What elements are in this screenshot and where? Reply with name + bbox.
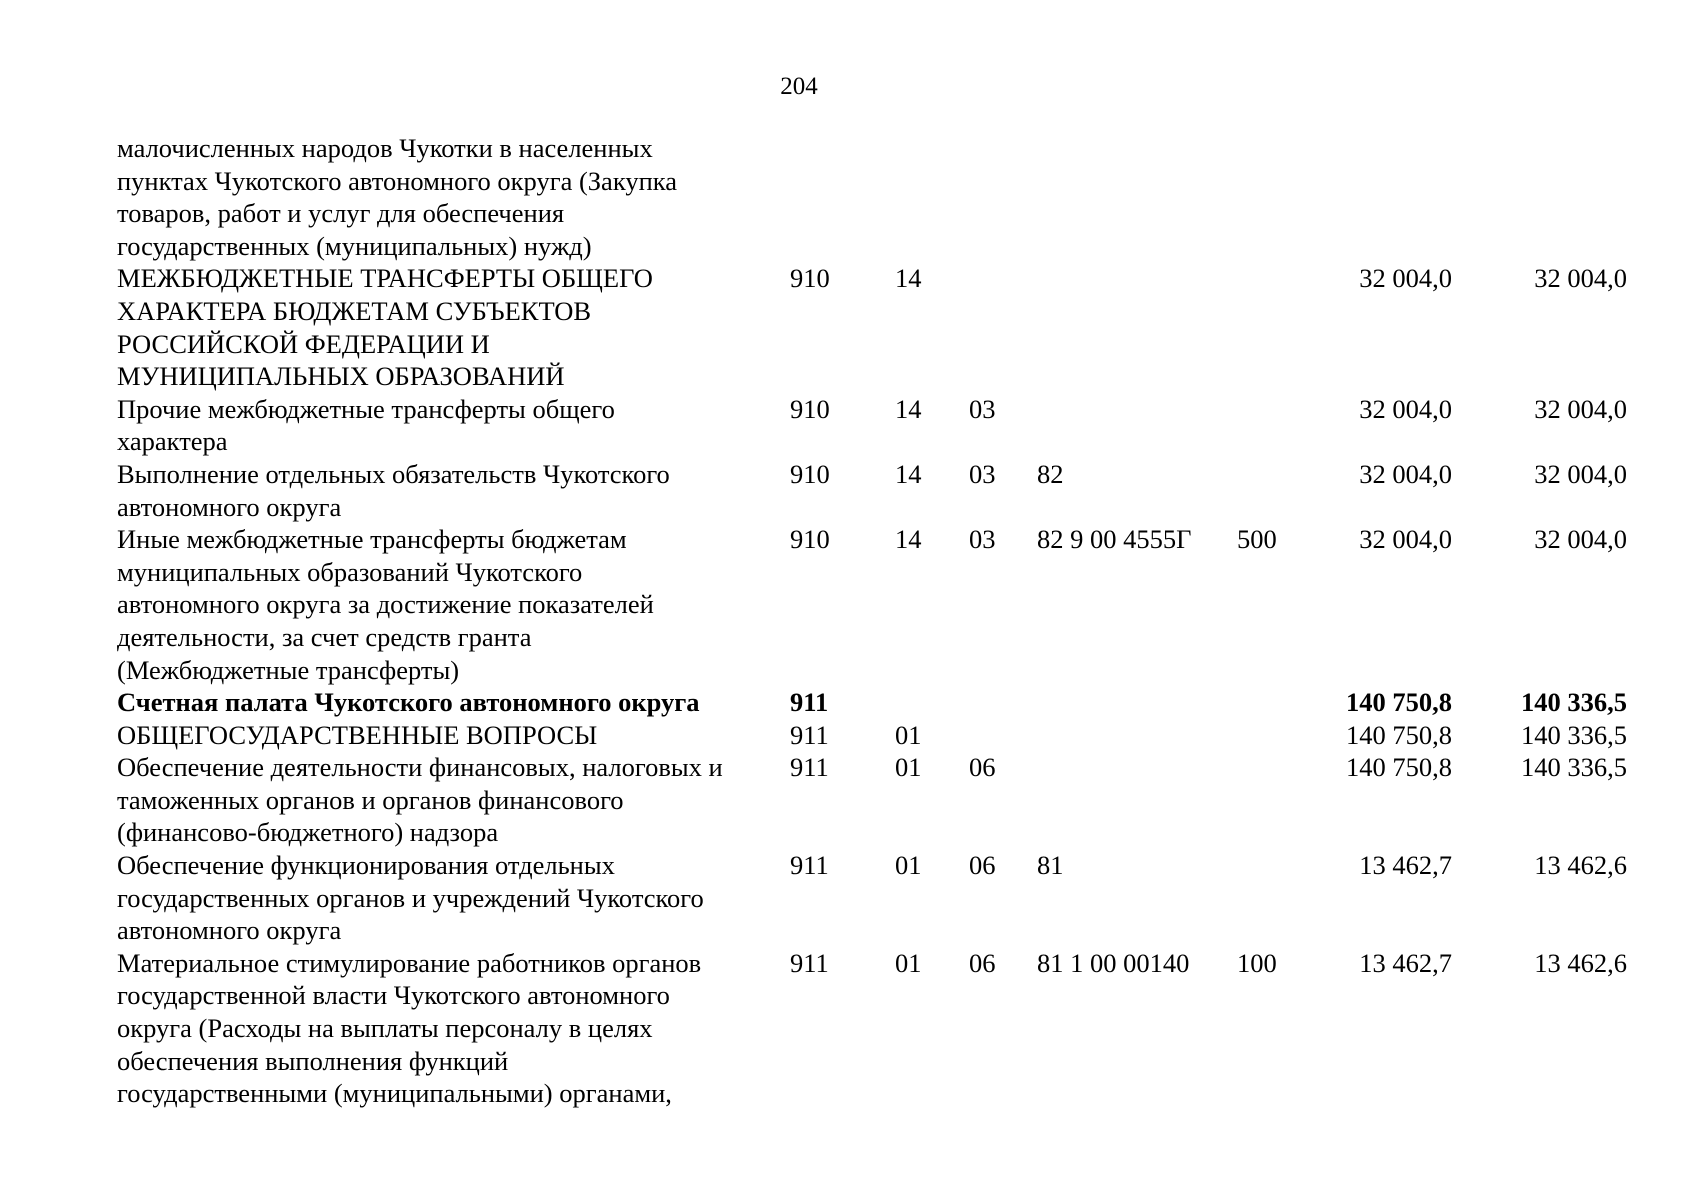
amount-year-2: 140 336,5 — [1521, 719, 1627, 750]
subsection-code: 06 — [969, 947, 996, 978]
amount-year-2: 32 004,0 — [1534, 393, 1627, 424]
description-line: Прочие межбюджетные трансферты общего — [117, 393, 615, 424]
amount-year-2: 140 336,5 — [1521, 687, 1627, 718]
amount-year-1: 140 750,8 — [1346, 752, 1452, 783]
description-line: Выполнение отдельных обязательств Чукотского — [117, 458, 670, 489]
table-row — [117, 523, 1667, 686]
description-line: ХАРАКТЕРА БЮДЖЕТАМ СУБЪЕКТОВ — [117, 295, 592, 326]
table-row — [117, 132, 1667, 262]
expense-type-code: 100 — [1237, 947, 1277, 978]
section-code: 14 — [895, 393, 922, 424]
row-description — [117, 132, 787, 262]
subsection-code: 06 — [969, 850, 996, 881]
amount-year-1: 140 750,8 — [1346, 719, 1452, 750]
description-line: Материальное стимулирование работников органов — [117, 947, 702, 978]
description-line: Обеспечение деятельности финансовых, налоговых и — [117, 752, 723, 783]
amount-year-2: 13 462,6 — [1534, 850, 1627, 881]
description-line: Обеспечение функционирования отдельных — [117, 850, 615, 881]
page-number: 204 — [780, 73, 818, 100]
table-row — [117, 849, 1667, 947]
description-line: МЕЖБЮДЖЕТНЫЕ ТРАНСФЕРТЫ ОБЩЕГО — [117, 263, 653, 294]
description-line: Счетная палата Чукотского автономного округа — [117, 687, 700, 718]
subsection-code: 03 — [969, 458, 996, 489]
section-code: 01 — [895, 752, 922, 783]
description-line: автономного округа — [117, 491, 342, 522]
amount-year-2: 13 462,6 — [1534, 947, 1627, 978]
amount-year-1: 32 004,0 — [1359, 393, 1452, 424]
amount-year-1: 140 750,8 — [1346, 687, 1452, 718]
amount-year-2: 140 336,5 — [1521, 752, 1627, 783]
amount-year-1: 32 004,0 — [1359, 458, 1452, 489]
description-line: малочисленных народов Чукотки в населенных — [117, 133, 653, 163]
description-line: ОБЩЕГОСУДАРСТВЕННЫЕ ВОПРОСЫ — [117, 719, 598, 750]
section-code: 14 — [895, 524, 922, 555]
expense-type-code: 500 — [1237, 524, 1277, 555]
description-line: Иные межбюджетные трансферты бюджетам — [117, 524, 627, 555]
amount-year-2: 32 004,0 — [1534, 458, 1627, 489]
row-description — [117, 393, 787, 458]
amount-year-2: 32 004,0 — [1534, 524, 1627, 555]
ministry-code: 910 — [790, 458, 830, 489]
table-row — [117, 393, 1667, 458]
section-code: 01 — [895, 850, 922, 881]
ministry-code: 911 — [790, 947, 829, 978]
row-description — [117, 751, 787, 849]
row-description — [117, 523, 787, 686]
ministry-code: 911 — [790, 687, 829, 718]
section-code: 14 — [895, 263, 922, 294]
ministry-code: 911 — [790, 719, 829, 750]
row-description — [117, 686, 787, 719]
ministry-code: 911 — [790, 752, 829, 783]
target-article-code: 82 — [1037, 458, 1064, 489]
description-line: таможенных органов и органов финансового — [117, 784, 624, 815]
target-article-code: 82 9 00 4555Г — [1037, 524, 1192, 555]
ministry-code: 911 — [790, 850, 829, 881]
table-row — [117, 719, 1667, 752]
section-code: 01 — [895, 719, 922, 750]
description-line: государственной власти Чукотского автономного — [117, 980, 670, 1011]
description-line: автономного округа — [117, 915, 342, 946]
table-row — [117, 458, 1667, 523]
description-line: государственных (муниципальных) нужд) — [117, 230, 592, 261]
description-line: (Межбюджетные трансферты) — [117, 654, 460, 685]
description-line: деятельности, за счет средств гранта — [117, 621, 532, 652]
target-article-code: 81 — [1037, 850, 1064, 881]
description-line: государственными (муниципальными) органами, — [117, 1078, 672, 1109]
description-line: (финансово-бюджетного) надзора — [117, 817, 499, 848]
description-line: пунктах Чукотского автономного округа (Закупка — [117, 165, 677, 196]
table-row — [117, 262, 1667, 392]
section-code: 14 — [895, 458, 922, 489]
row-description — [117, 849, 787, 947]
ministry-code: 910 — [790, 393, 830, 424]
ministry-code: 910 — [790, 263, 830, 294]
row-description — [117, 262, 787, 392]
table-row — [117, 751, 1667, 849]
description-line: характера — [117, 426, 228, 457]
description-line: муниципальных образований Чукотского — [117, 556, 583, 587]
amount-year-1: 32 004,0 — [1359, 524, 1452, 555]
subsection-code: 03 — [969, 524, 996, 555]
description-line: товаров, работ и услуг для обеспечения — [117, 198, 565, 229]
row-description — [117, 719, 787, 752]
description-line: РОССИЙСКОЙ ФЕДЕРАЦИИ И — [117, 328, 490, 359]
amount-year-1: 32 004,0 — [1359, 263, 1452, 294]
target-article-code: 81 1 00 00140 — [1037, 947, 1190, 978]
row-description — [117, 458, 787, 523]
table-row — [117, 947, 1667, 1110]
description-line: обеспечения выполнения функций — [117, 1045, 509, 1076]
description-line: МУНИЦИПАЛЬНЫХ ОБРАЗОВАНИЙ — [117, 361, 565, 392]
amount-year-1: 13 462,7 — [1359, 850, 1452, 881]
ministry-code: 910 — [790, 524, 830, 555]
description-line: государственных органов и учреждений Чукотского — [117, 882, 704, 913]
table-row — [117, 686, 1667, 719]
section-code: 01 — [895, 947, 922, 978]
description-line: автономного округа за достижение показателей — [117, 589, 654, 620]
amount-year-2: 32 004,0 — [1534, 263, 1627, 294]
row-description — [117, 947, 787, 1110]
subsection-code: 03 — [969, 393, 996, 424]
amount-year-1: 13 462,7 — [1359, 947, 1452, 978]
subsection-code: 06 — [969, 752, 996, 783]
budget-table — [117, 132, 1667, 1110]
description-line: округа (Расходы на выплаты персоналу в целях — [117, 1013, 653, 1044]
